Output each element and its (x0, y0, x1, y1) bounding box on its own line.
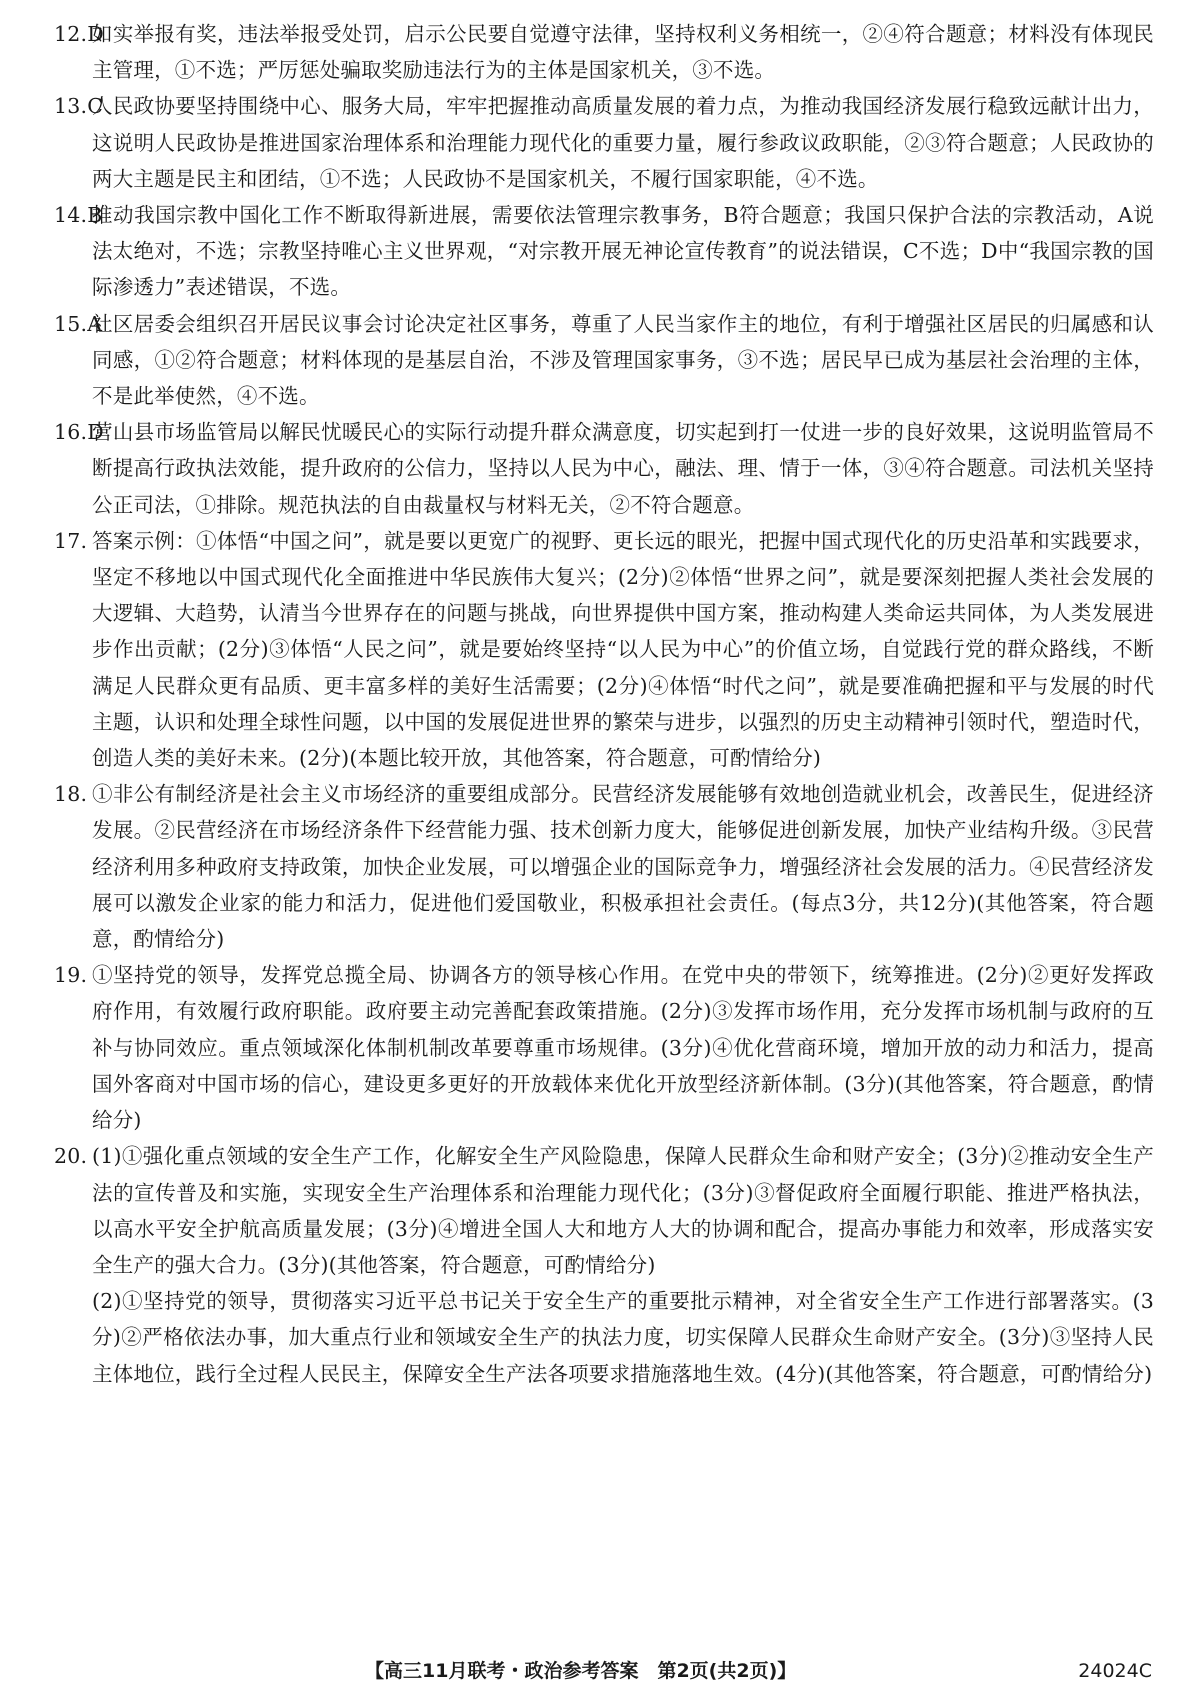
answer-text: 营山县市场监管局以解民忧暖民心的实际行动提升群众满意度，切实起到打一仗进一步的良好效果，这说明监管局不断提高行政执法效能，提升政府的公信力，坚持以人民为中心，融法、理、情于一体，③④符合题意。司法机关坚持公正司法，①排除。规范执法的自由裁量权与材料无关，②不符合题意。 (92, 420, 1154, 517)
answer-number: 17. (54, 528, 88, 553)
answer-item-15 (54, 306, 1154, 415)
answer-text: (2)①坚持党的领导，贯彻落实习近平总书记关于安全生产的重要批示精神，对全省安全生产工作进行部署落实。(3分)②严格依法办事，加大重点行业和领域安全生产的执法力度，切实保障人民群众生命财产安全。(3分)③坚持人民主体地位，践行全过程人民民主，保障安全生产法各项要求措施落地生效。(4分)(其他答案，符合题意，可酌情给分) (92, 1289, 1154, 1386)
answer-item-14 (54, 197, 1154, 306)
answer-text: ①非公有制经济是社会主义市场经济的重要组成部分。民营经济发展能够有效地创造就业机会，改善民生，促进经济发展。②民营经济在市场经济条件下经营能力强、技术创新力度大，能够促进创新发展，加快产业结构升级。③民营经济利用多种政府支持政策，加快企业发展，可以增强企业的国际竞争力，增强经济社会发展的活力。④民营经济发展可以激发企业家的能力和活力，促进他们爱国敬业，积极承担社会责任。(每点3分，共12分)(其他答案，符合题意，酌情给分) (92, 782, 1154, 952)
answer-item-18 (54, 776, 1154, 957)
answer-item-19 (54, 957, 1154, 1138)
answer-list (54, 16, 1154, 1392)
answer-text: 如实举报有奖，违法举报受处罚，启示公民要自觉遵守法律，坚持权利义务相统一，②④符合题意；材料没有体现民主管理，①不选；严厉惩处骗取奖励违法行为的主体是国家机关，③不选。 (92, 22, 1154, 83)
answer-item-17 (54, 523, 1154, 776)
answer-item-12 (54, 16, 1154, 88)
answer-item-20 (54, 1138, 1154, 1283)
answer-text: 推动我国宗教中国化工作不断取得新进展，需要依法管理宗教事务，B符合题意；我国只保护合法的宗教活动，A说法太绝对，不选；宗教坚持唯心主义世界观，“对宗教开展无神论宣传教育”的说法错误，C不选；D中“我国宗教的国际渗透力”表述错误，不选。 (92, 203, 1154, 300)
answer-number: 18. (54, 782, 88, 807)
answer-number: 20. (54, 1144, 88, 1169)
footer-code: 24024C (1078, 1660, 1152, 1682)
footer-title: 【高三11月联考・政治参考答案 第2页(共2页)】 (365, 1660, 797, 1682)
answer-number: 15.A (54, 311, 103, 336)
answer-number: 12.D (54, 22, 104, 46)
answer-number: 19. (54, 963, 88, 988)
answer-text: 社区居委会组织召开居民议事会讨论决定社区事务，尊重了人民当家作主的地位，有利于增强社区居民的归属感和认同感，①②符合题意；材料体现的是基层自治，不涉及管理国家事务，③不选；居民早已成为基层社会治理的主体，不是此举使然，④不选。 (92, 311, 1154, 409)
answer-number: 16.D (54, 420, 104, 445)
answer-number: 14.B (54, 203, 103, 228)
answer-item-16 (54, 414, 1154, 523)
answer-text: (1)①强化重点领域的安全生产工作，化解安全生产风险隐患，保障人民群众生命和财产安全；(3分)②推动安全生产法的宣传普及和实施，实现安全生产治理体系和治理能力现代化；(3分)③督促政府全面履行职能、推进严格执法，以高水平安全护航高质量发展；(3分)④增进全国人大和地方人大的协调和配合，提高办事能力和效率，形成落实安全生产的强大合力。(3分)(其他答案，符合题意，可酌情给分) (92, 1144, 1154, 1277)
answer-text: ①坚持党的领导，发挥党总揽全局、协调各方的领导核心作用。在党中央的带领下，统筹推进。(2分)②更好发挥政府作用，有效履行政府职能。政府要主动完善配套政策措施。(2分)③发挥市场作用，充分发挥市场机制与政府的互补与协同效应。重点领域深化体制机制改革要尊重市场规律。(3分)④优化营商环境，增加开放的动力和活力，提高国外客商对中国市场的信心，建设更多更好的开放载体来优化开放型经济新体制。(3分)(其他答案，符合题意，酌情给分) (92, 963, 1154, 1133)
answer-number: 13.C (54, 94, 104, 119)
answer-text: 答案示例：①体悟“中国之问”，就是要以更宽广的视野、更长远的眼光，把握中国式现代化的历史沿革和实践要求，坚定不移地以中国式现代化全面推进中华民族伟大复兴；(2分)②体悟“世界之问”，就是要深刻把握人类社会发展的大逻辑、大趋势，认清当今世界存在的问题与挑战，向世界提供中国方案，推动构建人类命运共同体，为人类发展进步作出贡献；(2分)③体悟“人民之问”，就是要始终坚持“以人民为中心”的价值立场，自觉践行党的群众路线，不断满足人民群众更有品质、更丰富多样的美好生活需要；(2分)④体悟“时代之问”，就是要准确把握和平与发展的时代主题，认识和处理全球性问题，以中国的发展促进世界的繁荣与进步，以强烈的历史主动精神引领时代，塑造时代，创造人类的美好未来。(2分)(本题比较开放，其他答案，符合题意，可酌情给分) (92, 528, 1154, 771)
answer-item-13 (54, 88, 1154, 197)
answer-text: 人民政协要坚持围绕中心、服务大局，牢牢把握推动高质量发展的着力点，为推动我国经济发展行稳致远献计出力，这说明人民政协是推进国家治理体系和治理能力现代化的重要力量，履行参政议政职能，②③符合题意；人民政协的两大主题是民主和团结，①不选；人民政协不是国家机关，不履行国家职能，④不选。 (92, 94, 1154, 191)
page-footer (0, 1656, 1200, 1686)
answer-item-20-part-2 (54, 1283, 1154, 1392)
